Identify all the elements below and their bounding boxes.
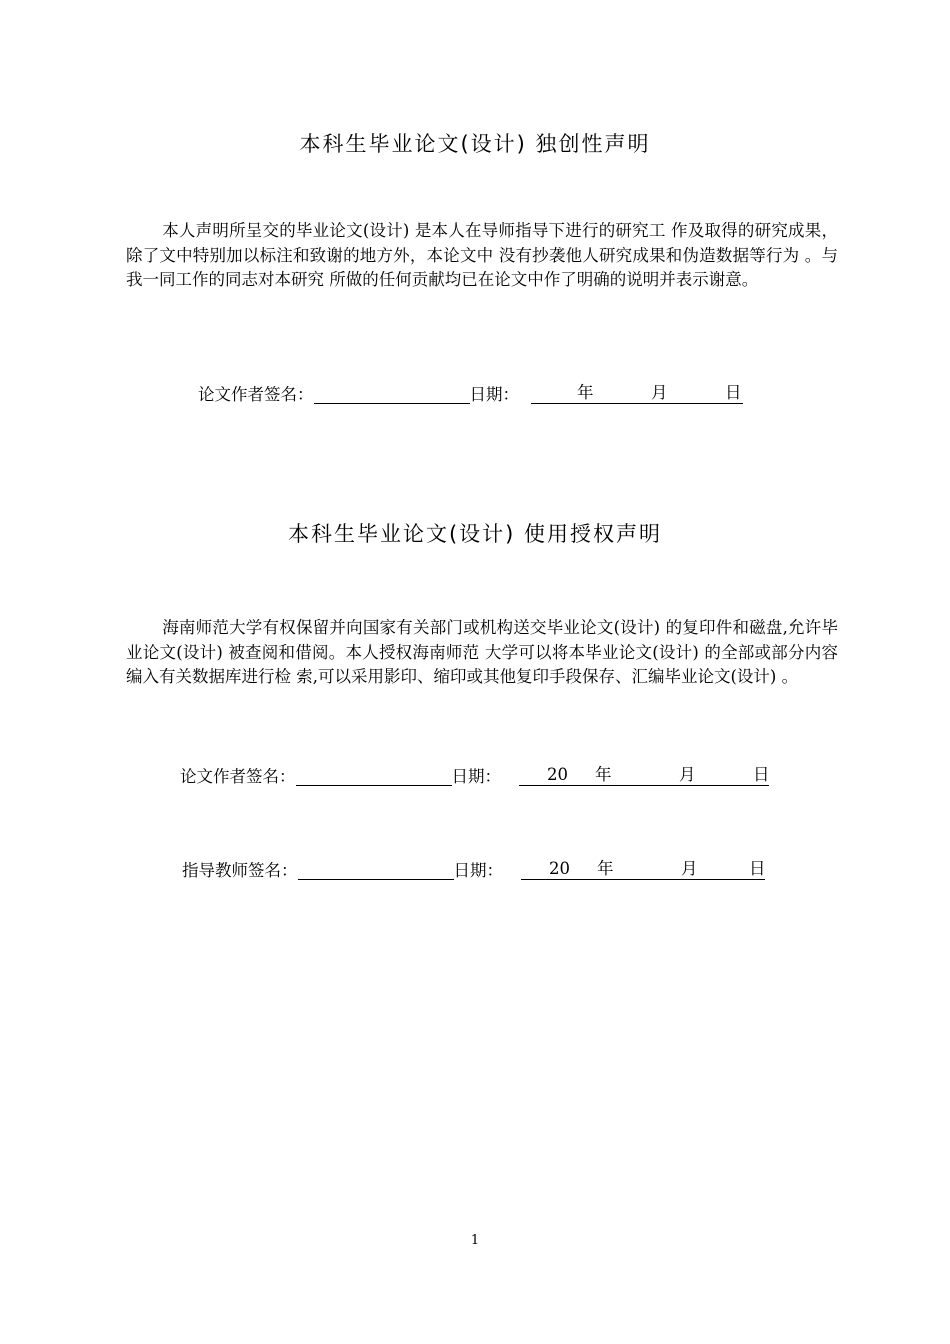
advisor-signature-row <box>182 859 765 883</box>
date-label: 日期： <box>469 385 519 404</box>
authorization-statement-body <box>126 616 838 690</box>
date-label: 日期： <box>451 767 501 786</box>
date-field[interactable] <box>531 383 743 404</box>
author-signature-label: 论文作者签名： <box>180 767 296 786</box>
date-field[interactable] <box>519 765 769 786</box>
year-prefix: 20 <box>549 859 570 878</box>
authorization-statement-title: 本科生毕业论文(设计) 使用授权声明 <box>287 522 663 546</box>
day-label: 日 <box>749 859 766 878</box>
advisor-signature-label: 指导教师签名： <box>182 861 298 880</box>
month-label: 月 <box>681 859 698 878</box>
author-signature-line[interactable] <box>296 765 452 786</box>
authorization-statement-text: 海南师范大学有权保留并向国家有关部门或机构送交毕业论文(设计) 的复印件和磁盘,允许毕业论文(设计) 被查阅和借阅。本人授权海南师范 大学可以将本毕业论文(设计) 的全部或部分内容编入有关数据库进行检 索,可以采用影印、缩印或其他复印手段保存、汇编毕业论文(设计) 。 <box>126 618 838 686</box>
month-label: 月 <box>651 383 668 402</box>
author-signature-line[interactable] <box>314 383 470 404</box>
originality-statement-title: 本科生毕业论文(设计) 独创性声明 <box>299 132 651 156</box>
year-label: 年 <box>577 383 594 402</box>
year-prefix: 20 <box>547 765 568 784</box>
date-label: 日期： <box>453 861 503 880</box>
originality-statement-body <box>126 219 838 293</box>
author-signature-label: 论文作者签名： <box>198 385 314 404</box>
authorization-author-signature-row <box>180 765 769 789</box>
page-number: 1 <box>470 1233 480 1248</box>
day-label: 日 <box>753 765 770 784</box>
year-label: 年 <box>595 765 612 784</box>
year-label: 年 <box>597 859 614 878</box>
originality-signature-row <box>198 383 743 407</box>
originality-statement-text: 本人声明所呈交的毕业论文(设计) 是本人在导师指导下进行的研究工 作及取得的研究成果，除了文中特别加以标注和致谢的地方外，本论文中 没有抄袭他人研究成果和伪造数据等行为 。与我一同工作的同志对本研究 所做的任何贡献均已在论文中作了明确的说明并表示谢意。 <box>126 221 838 289</box>
date-field[interactable] <box>521 859 765 880</box>
advisor-signature-line[interactable] <box>298 859 454 880</box>
month-label: 月 <box>679 765 696 784</box>
day-label: 日 <box>725 383 742 402</box>
